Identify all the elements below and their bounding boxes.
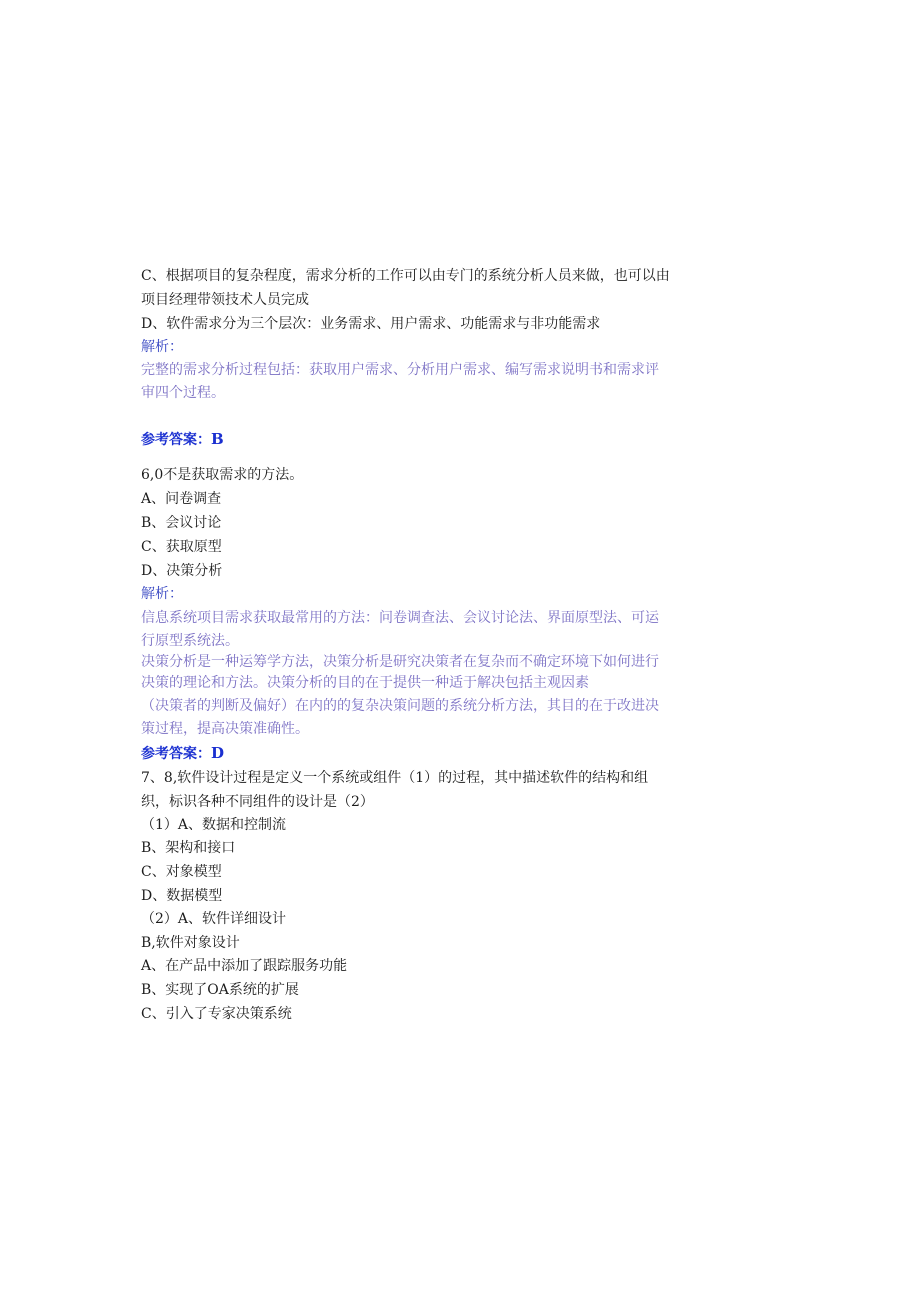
q78-part2-option-a: （2）A、软件详细设计 (141, 911, 287, 927)
analysis-line2: 审四个过程。 (141, 385, 225, 401)
q6-answer-label: 参考答案： (141, 746, 211, 762)
q78-part2-option-b: B,软件对象设计 (141, 935, 240, 951)
option-c-line2: 项目经理带领技术人员完成 (141, 292, 309, 308)
q6-analysis-label: 解析： (141, 586, 183, 602)
option-d: D、软件需求分为三个层次：业务需求、用户需求、功能需求与非功能需求 (141, 316, 601, 332)
question-7-8-line1: 7、8,软件设计过程是定义一个系统或组件（1）的过程，其中描述软件的结构和组 (141, 770, 649, 786)
q78-part1-option-c: C、对象模型 (141, 864, 222, 880)
analysis-line1: 完整的需求分析过程包括：获取用户需求、分析用户需求、编写需求说明书和需求评 (141, 362, 659, 378)
q6-analysis-line1: 信息系统项目需求获取最常用的方法：问卷调查法、会议讨论法、界面原型法、可运 (141, 610, 659, 626)
extra-option-c: C、引入了专家决策系统 (141, 1006, 292, 1022)
q6-analysis-line4: 决策的理论和方法。决策分析的目的在于提供一种适于解决包括主观因素 (141, 675, 589, 691)
extra-option-b: B、实现了OA系统的扩展 (141, 982, 299, 998)
answer-line (141, 429, 224, 450)
q6-option-d: D、决策分析 (141, 563, 223, 579)
question-7-8-line2: 织，标识各种不同组件的设计是（2） (141, 794, 374, 810)
q6-option-a: A、问卷调查 (141, 491, 222, 507)
q78-part1-option-a: （1）A、数据和控制流 (141, 817, 287, 833)
answer-label: 参考答案： (141, 432, 211, 448)
q6-option-b: B、会议讨论 (141, 515, 222, 531)
option-c-line1: C、根据项目的复杂程度，需求分析的工作可以由专门的系统分析人员来做，也可以由 (141, 268, 670, 284)
q6-analysis-line6: 策过程，提高决策准确性。 (141, 721, 309, 737)
q78-part1-option-d: D、数据模型 (141, 888, 223, 904)
q6-answer-value: D (211, 744, 225, 762)
answer-value: B (211, 430, 224, 448)
q78-part1-option-b: B、架构和接口 (141, 840, 236, 856)
q6-analysis-line3: 决策分析是一种运筹学方法，决策分析是研究决策者在复杂而不确定环境下如何进行 (141, 654, 659, 670)
q6-answer-line (141, 743, 224, 764)
q6-analysis-line2: 行原型系统法。 (141, 633, 239, 649)
q6-analysis-line5: （决策者的判断及偏好）在内的的复杂决策问题的系统分析方法，其目的在于改进决 (141, 698, 659, 714)
q6-option-c: C、获取原型 (141, 539, 222, 555)
extra-option-a: A、在产品中添加了跟踪服务功能 (141, 958, 348, 974)
question-6: 6,0不是获取需求的方法。 (141, 467, 304, 483)
analysis-label: 解析： (141, 339, 183, 355)
